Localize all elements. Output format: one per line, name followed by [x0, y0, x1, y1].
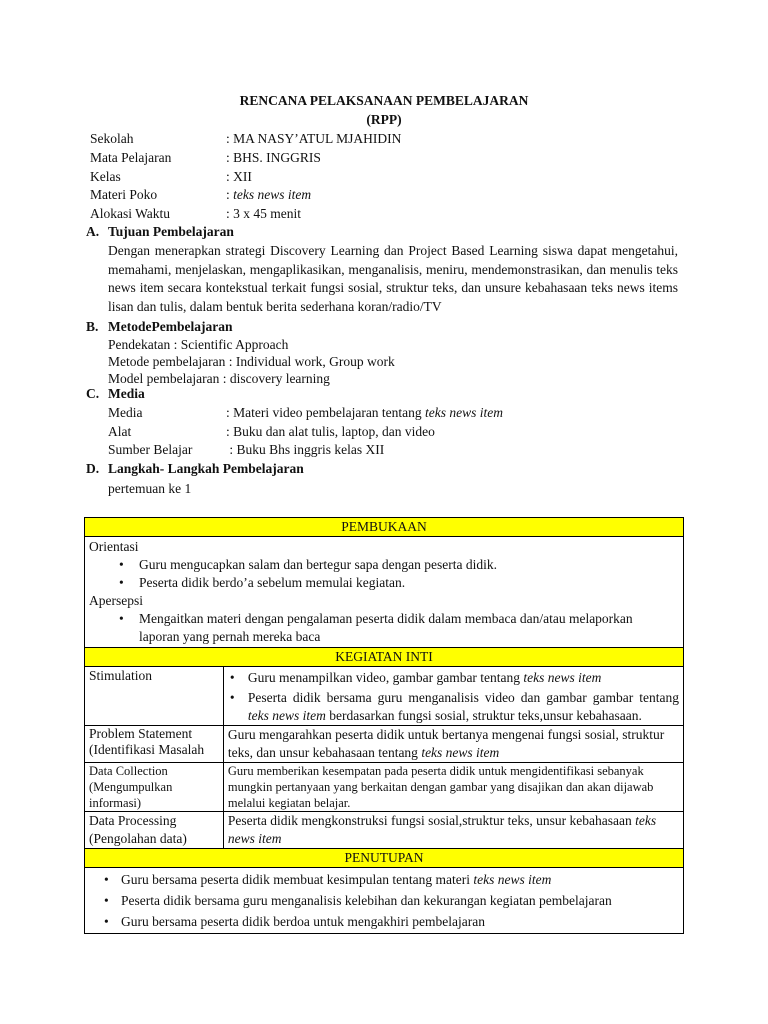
source-label: Sumber Belajar [108, 442, 193, 457]
media-value [226, 404, 503, 422]
info-label-subject: Mata Pelajaran [90, 150, 172, 165]
meeting-number: pertemuan ke 1 [108, 481, 192, 496]
stimulation-item1-text: Guru menampilkan video, gambar gambar tentang [247, 670, 524, 685]
processing-label [85, 812, 224, 849]
info-value-material-prefix: : [226, 187, 234, 202]
orientation-label: Orientasi [89, 539, 139, 554]
list-item: • Guru mengucapkan salam dan bertegur sapa dengan peserta didik. [139, 556, 679, 574]
core-heading: KEGIATAN INTI [85, 648, 684, 667]
activities-table [84, 517, 684, 934]
opening-cell [85, 537, 684, 648]
media-label: Media [108, 405, 143, 420]
processing-cell [223, 812, 683, 849]
method-model: Model pembelajaran : discovery learning [108, 371, 330, 386]
stimulation-item2-text-end: berdasarkan fungsi sosial, struktur teks,unsur kebahasaan. [325, 708, 642, 723]
processing-italic: teks news item [227, 813, 657, 846]
list-item: • Guru bersama peserta didik berdoa untuk mengakhiri pembelajaran [121, 911, 679, 932]
info-label-school: Sekolah [90, 131, 134, 146]
problem-label-line2: (Identifikasi Masalah [89, 742, 205, 757]
method-approach: Pendekatan : Scientific Approach [108, 337, 289, 352]
stimulation-label: Stimulation [85, 667, 224, 726]
opening-heading: PEMBUKAAN [85, 518, 684, 537]
section-d-heading: Langkah- Langkah Pembelajaran [108, 461, 304, 476]
tools-value: : Buku dan alat tulis, laptop, dan video [226, 424, 435, 439]
apperception-label: Apersepsi [89, 593, 143, 608]
table-row [85, 726, 684, 763]
table-row [85, 518, 684, 537]
table-row [85, 667, 684, 726]
document-title: RENCANA PELAKSANAAN PEMBELAJARAN [239, 93, 529, 108]
stimulation-cell [223, 667, 683, 726]
table-row [85, 868, 684, 934]
info-label-class: Kelas [90, 169, 121, 184]
media-value-italic: teks news item [425, 405, 504, 420]
stimulation-list [228, 668, 679, 725]
stimulation-item1-italic: teks news item [523, 670, 602, 685]
stimulation-item2-text: Peserta didik bersama guru menganalisis video dan gambar gambar tentang [247, 690, 679, 705]
problem-text: Guru mengarahkan peserta didik untuk bertanya mengenai fungsi sosial, struktur teks, dan unsur kebahasaan tentang [227, 727, 665, 760]
media-value-text: : Materi video pembelajaran tentang [226, 405, 426, 420]
problem-italic: teks news item [421, 745, 500, 760]
table-row [85, 537, 684, 648]
closing-heading: PENUTUPAN [85, 849, 684, 868]
table-row [85, 763, 684, 812]
stimulation-item2-italic: teks news item [247, 708, 326, 723]
processing-label-line2: (Pengolahan data) [89, 831, 187, 846]
info-value-material-italic: teks news item [233, 187, 312, 202]
tools-label: Alat [108, 424, 132, 439]
closing-cell [85, 868, 684, 934]
problem-cell [223, 726, 683, 763]
apperception-list [89, 610, 679, 646]
list-item [248, 689, 679, 725]
list-item [248, 668, 679, 687]
info-value-subject: : BHS. INGGRIS [226, 150, 321, 165]
info-value-class: : XII [226, 169, 252, 184]
document-subtitle: (RPP) [366, 112, 402, 127]
processing-text: Peserta didik mengkonstruksi fungsi sosial,struktur teks, unsur kebahasaan [227, 813, 636, 828]
list-item [121, 869, 679, 890]
method-learning: Metode pembelajaran : Individual work, Group work [108, 354, 395, 369]
section-a-letter: A. [86, 224, 100, 239]
list-item: • Peserta didik bersama guru menganalisis kelebihan dan kekurangan kegiatan pembelajaran [121, 890, 679, 911]
section-b-letter: B. [86, 319, 99, 334]
closing-item1-italic: teks news item [473, 872, 552, 887]
collection-cell: Guru memberikan kesempatan pada peserta didik untuk mengidentifikasi sebanyak mungkin pertanyaan yang berkaitan dengan gambar yang disajikan dan akan dijawab melalui kegiatan belajar. [223, 763, 683, 812]
table-row [85, 812, 684, 849]
section-d-letter: D. [86, 461, 100, 476]
list-item: • Mengaitkan materi dengan pengalaman peserta didik dalam membaca dan/atau melaporkan laporan yang pernah mereka baca [139, 610, 659, 646]
section-a-body: Dengan menerapkan strategi Discovery Learning dan Project Based Learning siswa dapat mengetahui, memahami, menjelaskan, mengaplikasikan, menganalisis, meniru, mendemonstrasikan, dan menulis teks news item secara kontekstual terkait fungsi sosial, struktur teks, dan unsure kebahasaan teks news items lisan dan tulis, dalam bentuk berita sederhana koran/radio/TV [108, 243, 678, 315]
info-value-material [226, 186, 311, 204]
problem-label [85, 726, 224, 763]
collection-label-line3: informasi) [89, 796, 142, 810]
info-label-material: Materi Poko [90, 187, 158, 202]
info-value-time: : 3 x 45 menit [226, 206, 301, 221]
collection-label-line1: Data Collection [89, 764, 168, 778]
info-label-time: Alokasi Waktu [90, 206, 171, 221]
table-row [85, 849, 684, 868]
problem-label-line1: Problem Statement [89, 726, 193, 741]
info-value-school: : MA NASY’ATUL MJAHIDIN [226, 131, 402, 146]
section-a-heading: Tujuan Pembelajaran [108, 224, 234, 239]
collection-label [85, 763, 224, 812]
closing-item1-text: Guru bersama peserta didik membuat kesimpulan tentang materi [121, 872, 474, 887]
source-value: : Buku Bhs inggris kelas XII [226, 442, 385, 457]
closing-list [89, 869, 679, 932]
table-row [85, 648, 684, 667]
section-b-heading: MetodePembelajaran [108, 319, 233, 334]
orientation-list [89, 556, 679, 592]
list-item: • Peserta didik berdo’a sebelum memulai kegiatan. [139, 574, 679, 592]
section-c-letter: C. [86, 386, 100, 401]
processing-label-line1: Data Processing [89, 813, 177, 828]
collection-label-line2: (Mengumpulkan [89, 780, 173, 794]
section-c-heading: Media [108, 386, 145, 401]
